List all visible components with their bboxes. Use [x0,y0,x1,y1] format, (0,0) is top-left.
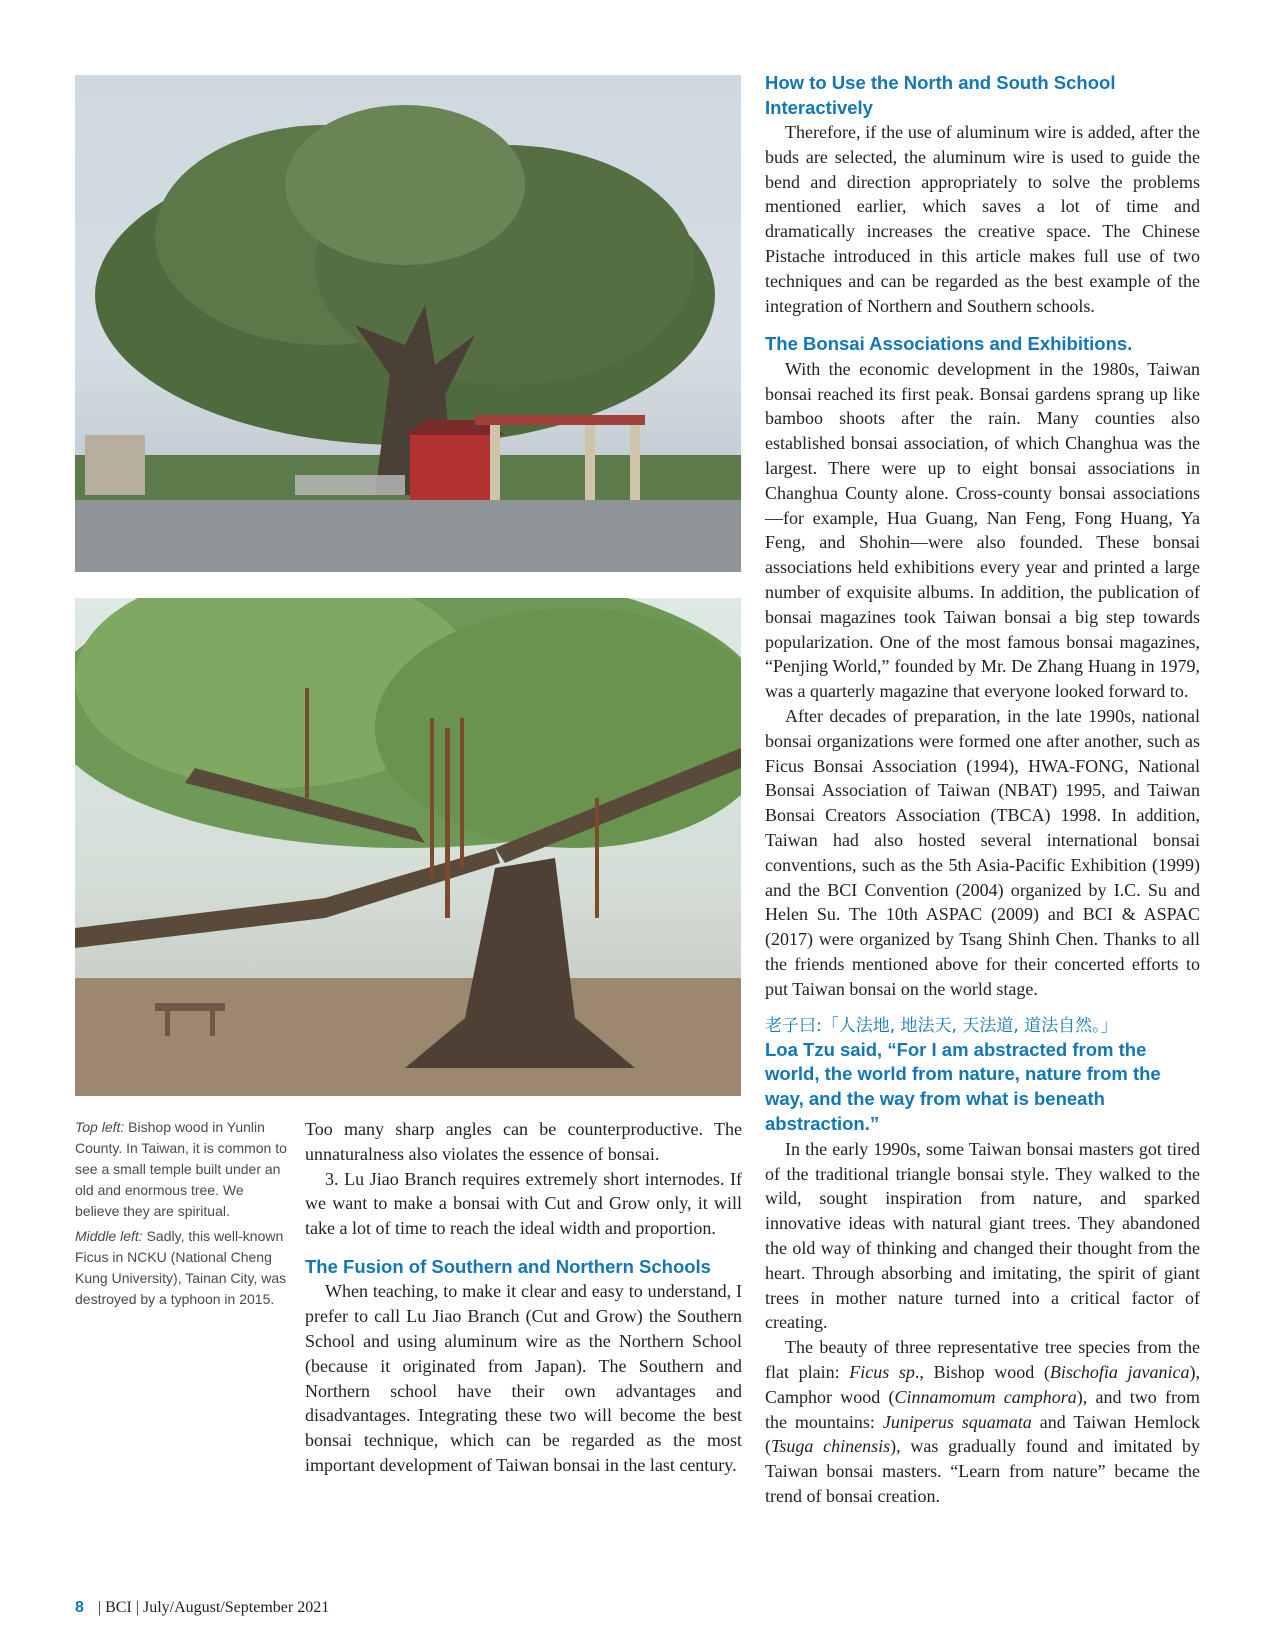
photo-captions [75,1117,287,1314]
paragraph: After decades of preparation, in the late 1990s, national bonsai organizations were formed one after another, such as Ficus Bonsai Association (1994), HWA-FONG, National Bonsai Association of Taiwan (NBAT) 1995, and Taiwan Bonsai Creators Association (TBCA) 1998. In addition, Taiwan had also hosted several international bonsai conventions, such as the 5th Asia-Pacific Exhibition (1999) and the BCI Convention (2004) organized by I.C. Su and Helen Su. The 10th ASPAC (2009) and BCI & ASPAC (2017) were organized by Tsang Shinh Chen. Thanks to all the friends mentioned above for their concerted efforts to put Taiwan bonsai on the world stage. [765,706,1200,999]
species-name: Juniperus squamata [882,1411,1032,1432]
paragraph: 3. Lu Jiao Branch requires extremely short internodes. If we want to make a bonsai with Cut and Grow only, it will take a lot of time to reach the ideal width and proportion. [305,1168,742,1239]
species-name: Cinnamomum camphora [894,1386,1077,1407]
paragraph: When teaching, to make it clear and easy to understand, I prefer to call Lu Jiao Branch (Cut and Grow) the Southern School and using aluminum wire as the Northern School (because it originated from Japan). The Southern and Northern school have their own advantages and disadvantages. Integrating these two will become the best bonsai technique, which can be regarded as the most important development of Taiwan bonsai in the last century. [305,1281,742,1476]
paragraph: In the early 1990s, some Taiwan bonsai masters got tired of the traditional triangle bonsai style. They walked to the wild, sought inspiration from nature, and sparked innovative ideas with natural giant trees. They abandoned the old way of thinking and changed their thought from the heart. Through absorbing and imitating, the spirit of giant trees in mother nature turned into a critical factor of creating. [765,1138,1200,1333]
text-run: ), Camphor wood ( [765,1361,1200,1407]
caption-top-label: Top left: [75,1119,125,1135]
english-quote: Loa Tzu said, “For I am abstracted from the world, the world from nature, nature from the way, and the way from what is beneath abstraction.” [765,1038,1161,1134]
text-run: ), and two from the mountains: [765,1386,1201,1432]
photo-ficus-ncku [75,598,741,1096]
chinese-quote: 老子曰:「人法地, 地法天, 天法道, 道法自然。」 [765,1015,1118,1036]
paragraph: Therefore, if the use of aluminum wire is added, after the buds are selected, the aluminum wire is used to guide the bend and direction appropriately to solve the problems mentioned earlier, which saves a lot of time and dramatically increases the creative space. The Chinese Pistache introduced in this article makes full use of two techniques and can be regarded as the best example of the integration of Northern and Southern schools. [765,122,1200,316]
caption-middle-label: Middle left: [75,1228,143,1244]
caption-top-text: Bishop wood in Yunlin County. In Taiwan, it is common to see a small temple built under an old and enormous tree. We believe they are spiritual. [75,1119,287,1219]
publication-info: | BCI | July/August/September 2021 [97,1599,330,1616]
caption-middle [75,1226,287,1310]
section-heading: The Bonsai Associations and Exhibitions. [765,333,1133,355]
caption-top [75,1117,287,1222]
species-name: Tsuga chinensis [771,1436,891,1457]
text-run: ., Bishop wood ( [914,1361,1050,1382]
text-run: and Taiwan Hemlock ( [765,1411,1200,1457]
text-run: The beauty of three representative tree species from the flat plain: [765,1337,1200,1382]
section-heading: How to Use the North and South School Interactively [765,72,1116,118]
middle-column [305,1117,742,1478]
page-footer [75,1599,329,1617]
paragraph [765,1335,1200,1509]
section-heading: The Fusion of Southern and Northern Schools [305,1255,711,1277]
page-number: 8 [75,1599,84,1616]
right-column [765,71,1200,1509]
text-run: ), was gradually found and imitated by Taiwan bonsai masters. “Learn from nature” became the trend of bonsai creation. [765,1436,1200,1506]
species-name: Ficus sp [849,1361,915,1382]
paragraph: With the economic development in the 1980s, Taiwan bonsai reached its first peak. Bonsai gardens sprang up like bamboo shoots after the rain. Many counties also established bonsai association, of which Changhua was the largest. There were up to eight bonsai associations in Changhua County alone. Cross-county bonsai associations—for example, Hua Guang, Nan Feng, Fong Huang, Ya Feng, and Shohin—were also founded. These bonsai associations held exhibitions every year and printed a large number of exquisite albums. In addition, the publication of bonsai magazines took Taiwan bonsai a big step towards popularization. One of the most famous bonsai magazines, “Penjing World,” founded by Mr. De Zhang Huang in 1979, was a quarterly magazine that everyone looked forward to. [765,358,1200,702]
species-name: Bischofia javanica [1049,1361,1190,1382]
caption-middle-text: Sadly, this well-known Ficus in NCKU (National Cheng Kung University), Tainan City, was destroyed by a typhoon in 2015. [75,1228,287,1307]
photo-bishop-wood-tree [75,75,741,572]
paragraph: Too many sharp angles can be counterproductive. The unnaturalness also violates the essence of bonsai. [305,1119,742,1164]
